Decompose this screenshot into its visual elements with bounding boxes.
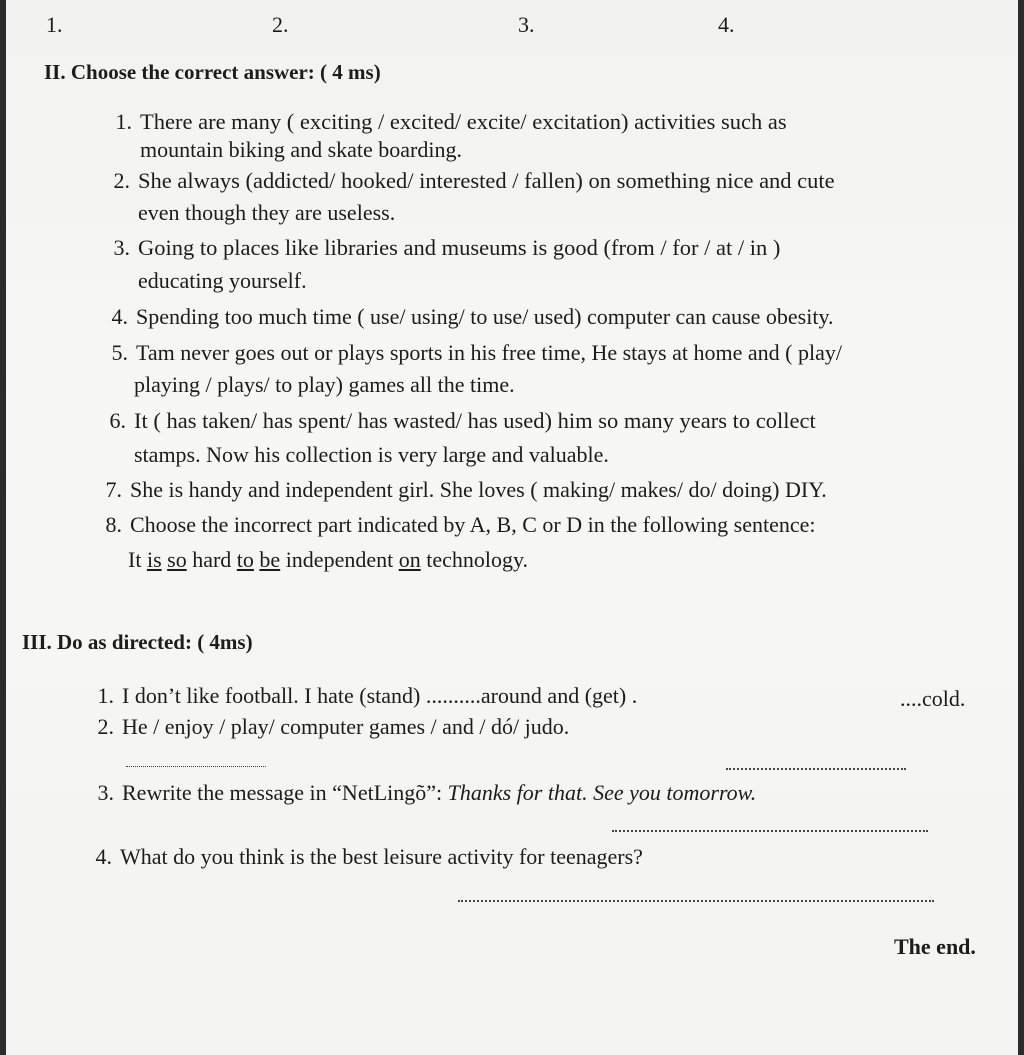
top-number-1: 1. xyxy=(46,12,63,37)
question-number: 4. xyxy=(111,304,128,329)
question-number: 3. xyxy=(97,780,114,805)
answer-line xyxy=(126,766,266,767)
question-number: 5. xyxy=(111,340,128,365)
question-line: even though they are useless. xyxy=(138,200,396,225)
question-number: 1. xyxy=(115,109,132,134)
section-3-title: III. Do as directed: ( 4ms) xyxy=(22,630,253,654)
question-line: educating yourself. xyxy=(138,268,307,293)
question-number: 3. xyxy=(113,235,130,260)
question-line: She always (addicted/ hooked/ interested / fallen) on something nice and cute xyxy=(138,168,835,193)
option-b: to xyxy=(236,547,254,572)
top-number-2: 2. xyxy=(272,12,289,37)
question-number: 2. xyxy=(113,168,130,193)
worksheet-page xyxy=(6,0,1018,1055)
answer-line xyxy=(726,768,906,770)
question-line: playing / plays/ to play) games all the time. xyxy=(134,372,515,397)
question-line: There are many ( exciting / excited/ excite/ excitation) activities such as xyxy=(140,109,787,134)
option-c: be xyxy=(259,547,281,572)
top-number-3: 3. xyxy=(518,12,535,37)
question-line: Rewrite the message in “NetLingõ”: Thanks for that. See you tomorrow. xyxy=(122,780,757,805)
question-line: Tam never goes out or plays sports in his free time, He stays at home and ( play/ xyxy=(136,340,842,365)
question-line: Going to places like libraries and museums is good (from / for / at / in ) xyxy=(138,235,781,260)
option-d: on xyxy=(398,547,421,572)
question-number: 1. xyxy=(97,683,114,708)
top-number-4: 4. xyxy=(718,12,735,37)
question-line-end: ....cold. xyxy=(900,686,966,711)
question-number: 6. xyxy=(109,408,126,433)
question-line: I don’t like football. I hate (stand) ..........around and (get) . xyxy=(122,683,638,708)
the-end-text: The end. xyxy=(894,934,976,959)
question-number: 2. xyxy=(97,714,114,739)
question-line: stamps. Now his collection is very large and valuable. xyxy=(134,442,609,467)
question-line: Choose the incorrect part indicated by A, B, C or D in the following sentence: xyxy=(130,512,816,537)
question-number: 4. xyxy=(95,844,112,869)
question-number: 8. xyxy=(105,512,122,537)
question-number: 7. xyxy=(105,477,122,502)
section-2-title: II. Choose the correct answer: ( 4 ms) xyxy=(44,60,381,84)
incorrect-part-sentence: It is so hard to be independent on technology. xyxy=(128,547,529,572)
question-line: She is handy and independent girl. She loves ( making/ makes/ do/ doing) DIY. xyxy=(130,477,827,502)
question-line: Spending too much time ( use/ using/ to use/ used) computer can cause obesity. xyxy=(136,304,834,329)
question-line: He / enjoy / play/ computer games / and / dó/ judo. xyxy=(122,714,570,739)
option-a: is xyxy=(146,547,162,572)
option-a-part2: so xyxy=(167,547,187,572)
answer-line xyxy=(458,900,934,902)
answer-line xyxy=(612,830,928,832)
question-line: What do you think is the best leisure activity for teenagers? xyxy=(120,844,643,869)
question-line: mountain biking and skate boarding. xyxy=(140,137,462,162)
question-line: It ( has taken/ has spent/ has wasted/ has used) him so many years to collect xyxy=(134,408,816,433)
